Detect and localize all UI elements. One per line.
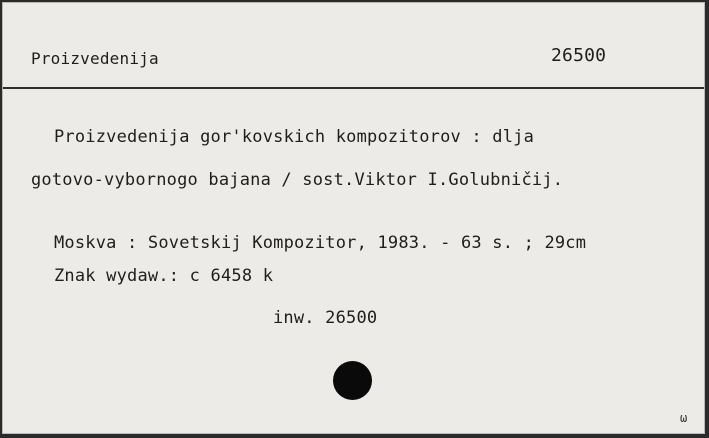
inventory-line: inw. 26500 (273, 308, 378, 328)
title-line-1: Proizvedenija gor'kovskich kompozitorov : dlja (54, 127, 535, 147)
corner-mark: ω (680, 411, 688, 425)
publisher-mark-line: Znak wydaw.: c 6458 k (54, 266, 274, 286)
card-number: 26500 (551, 45, 607, 66)
punch-hole (333, 361, 372, 400)
header-divider (3, 87, 705, 89)
title-line-2: gotovo-vybornogo bajana / sost.Viktor I.Golubničij. (31, 170, 564, 190)
publication-line: Moskva : Sovetskij Kompozitor, 1983. - 63 s. ; 29cm (54, 233, 587, 253)
card-heading: Proizvedenija (31, 49, 159, 68)
catalog-card (2, 2, 705, 434)
